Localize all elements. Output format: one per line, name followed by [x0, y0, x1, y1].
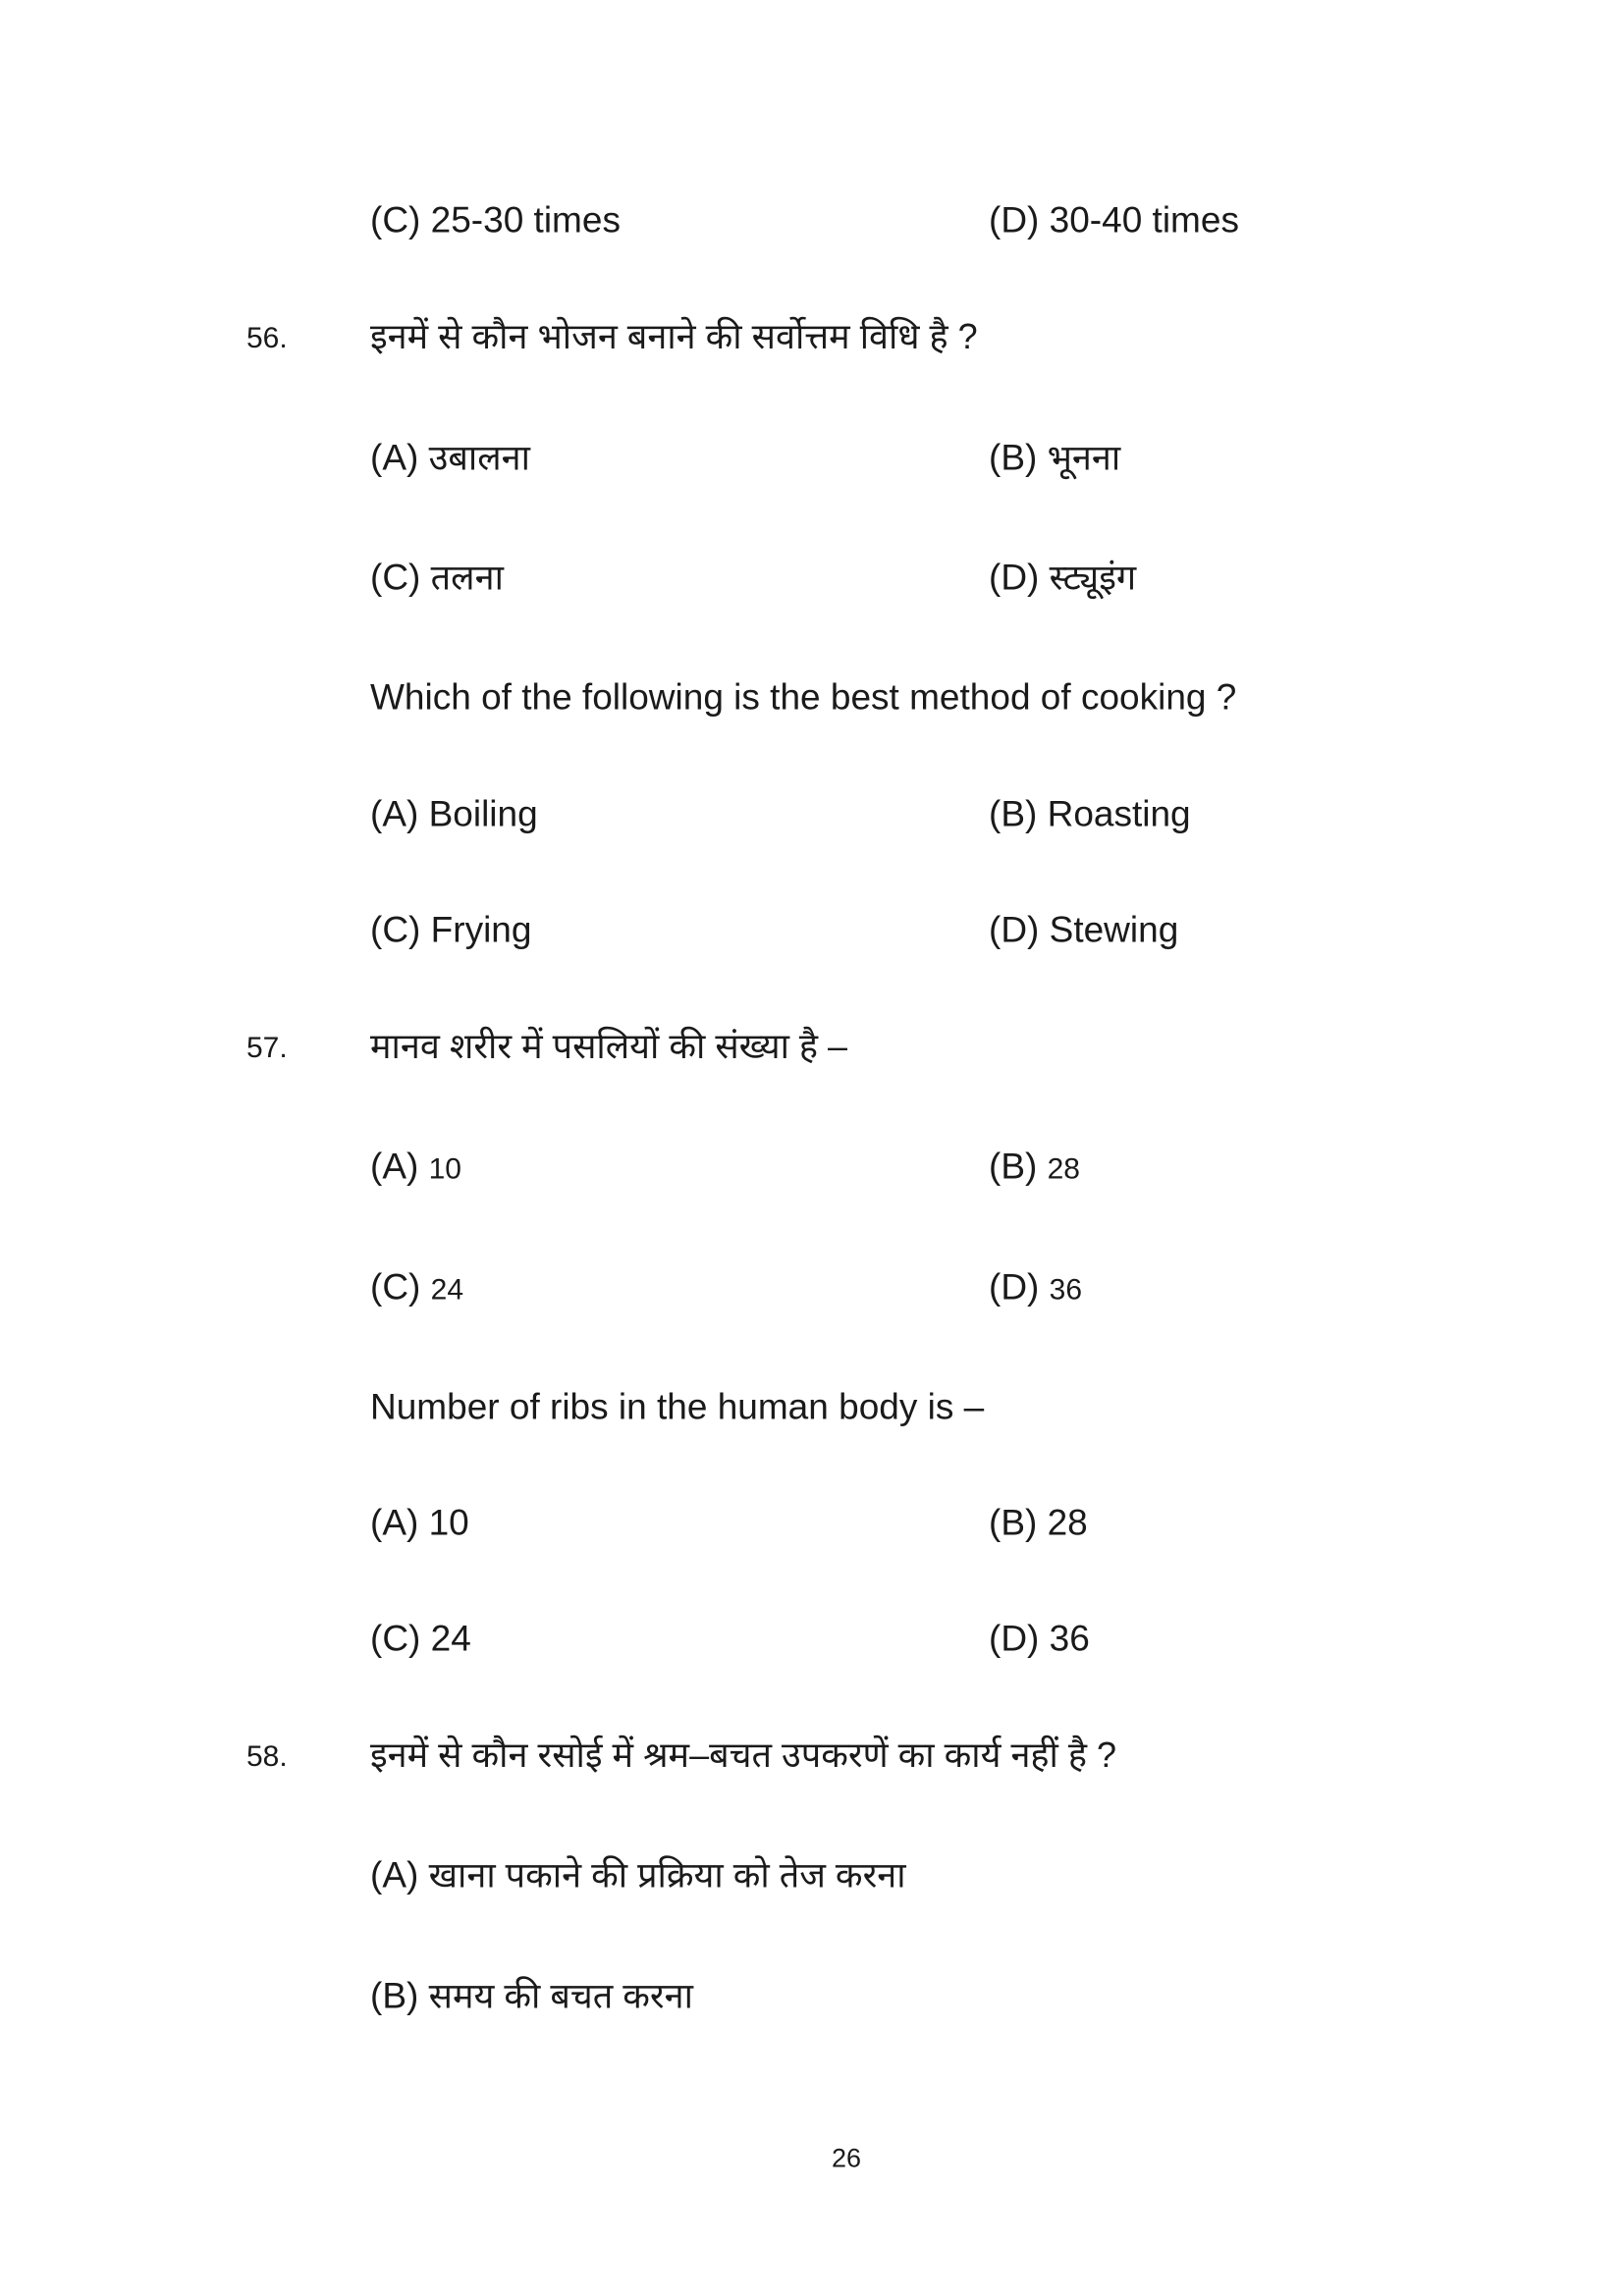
option-text: उबालना [428, 437, 530, 478]
option-text: खाना पकाने की प्रक्रिया को तेज करना [428, 1854, 906, 1896]
q56-number: 56. [246, 322, 288, 354]
option-text: तलना [430, 557, 504, 598]
q57-hindi-question: मानव शरीर में पसलियों की संख्या है – [370, 1026, 848, 1066]
q57-hindi-option-a [370, 1148, 461, 1185]
option-text: समय की बचत करना [428, 1975, 693, 2016]
option-text: 24 [430, 1273, 464, 1307]
q58-number: 58. [246, 1740, 288, 1773]
option-label: (C) [370, 1266, 421, 1308]
option-label: (A) [370, 1854, 419, 1896]
q56-english-option-d: (D) Stewing [989, 909, 1179, 950]
q56-hindi-option-a [370, 437, 530, 478]
q56-hindi-option-d [989, 557, 1137, 598]
option-text: 10 [428, 1152, 461, 1186]
option-text: स्ट्यूइंग [1049, 557, 1137, 598]
option-label: (B) [370, 1975, 419, 2016]
q57-english-option-b: (B) 28 [989, 1502, 1088, 1543]
option-label: (D) [989, 1266, 1040, 1308]
q56-hindi-option-b [989, 437, 1121, 478]
q56-hindi-option-c [370, 557, 504, 598]
option-text: 36 [1049, 1273, 1083, 1307]
q58-hindi-question: इनमें से कौन रसोई में श्रम–बचत उपकरणें का कार्य नहीं है ? [370, 1735, 1117, 1775]
page-number: 26 [831, 2143, 862, 2173]
q57-english-option-d: (D) 36 [989, 1618, 1090, 1659]
q56-english-option-c: (C) Frying [370, 909, 532, 950]
q57-hindi-option-b [989, 1148, 1080, 1185]
q55-option-d: (D) 30-40 times [989, 199, 1239, 240]
option-label: (D) [989, 557, 1040, 598]
q57-hindi-option-c [370, 1266, 464, 1308]
q58-hindi-option-b [370, 1975, 693, 2016]
option-label: (C) [370, 557, 421, 598]
option-label: (B) [989, 437, 1038, 478]
q56-english-option-b: (B) Roasting [989, 793, 1191, 834]
q57-english-option-c: (C) 24 [370, 1618, 471, 1659]
q57-english-question: Number of ribs in the human body is – [370, 1386, 985, 1427]
q57-english-option-a: (A) 10 [370, 1502, 469, 1543]
option-text: भूनना [1047, 437, 1121, 478]
option-text: 28 [1047, 1152, 1080, 1186]
q57-hindi-option-d [989, 1266, 1083, 1308]
q55-option-c: (C) 25-30 times [370, 199, 621, 240]
q56-hindi-question: इनमें से कौन भोजन बनाने की सर्वोत्तम विधि है ? [370, 316, 978, 356]
q56-english-question: Which of the following is the best method of cooking ? [370, 676, 1237, 718]
q58-hindi-option-a [370, 1854, 906, 1896]
q56-english-option-a: (A) Boiling [370, 793, 538, 834]
q57-number: 57. [246, 1032, 288, 1064]
option-label: (A) [370, 437, 419, 478]
option-label: (A) [370, 1146, 419, 1187]
option-label: (B) [989, 1146, 1038, 1187]
